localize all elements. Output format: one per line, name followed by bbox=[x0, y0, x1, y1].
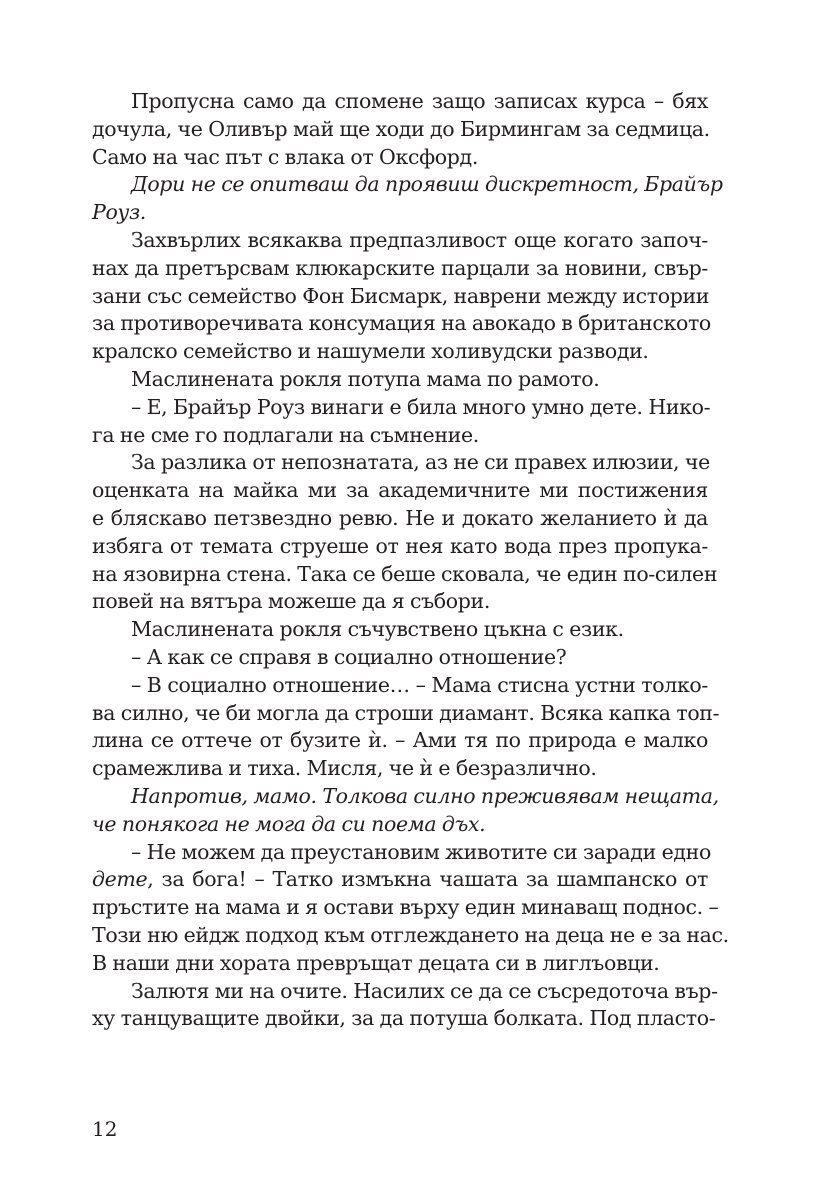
text-line: нах да претърсвам клюкарските парцали за новини, свър- bbox=[92, 255, 708, 280]
text-line: на язовирна стена. Така се беше сковала, че един по-силен bbox=[92, 561, 718, 586]
text-line: Само на час път с влака от Оксфорд. bbox=[92, 144, 478, 169]
dialogue-line: пръстите на мама и я остави върху един минаващ поднос. – bbox=[92, 895, 719, 920]
text-line: Захвърлих всякаква предпазливост още когато започ- bbox=[131, 227, 708, 252]
dialogue-line: В наши дни хората превръщат децата си в лиглъовци. bbox=[92, 950, 660, 975]
text-line: кралско семейство и нашумели холивудски разводи. bbox=[92, 339, 649, 364]
dialogue-line: – Не можем да преустановим животите си заради едно bbox=[131, 839, 711, 864]
italic-word: дете bbox=[92, 867, 148, 892]
dialogue-line: – В социално отношение… – Мама стисна устни толко- bbox=[131, 672, 708, 697]
dialogue-line-mixed bbox=[92, 866, 708, 894]
italic-thought-line: Дори не се опитваш да проявиш дискретност, Брайър bbox=[131, 172, 723, 197]
text-line: дочула, че Оливър май ще ходи до Бирмингам за седмица. bbox=[92, 116, 710, 141]
text-line: Залютя ми на очите. Насилих се да се съсредоточа вър- bbox=[131, 978, 718, 1003]
text-line: Маслинената рокля потупа мама по рамото. bbox=[131, 366, 600, 391]
text-line: Пропусна само да спомене защо записах курса – бях bbox=[131, 89, 708, 113]
dialogue-line: ва силно, че би могла да строши диамант. Всяка капка топ- bbox=[92, 700, 720, 725]
text-line: Маслинената рокля съчувствено цъкна с език. bbox=[131, 617, 624, 642]
dialogue-line-rest: , за бога! – Татко измъкна чашата за шампанско от bbox=[147, 867, 708, 892]
page-number: 12 bbox=[92, 1117, 118, 1141]
dialogue-line: – А как се справя в социално отношение? bbox=[131, 644, 567, 669]
dialogue-line: га не сме го подлагали на съмнение. bbox=[92, 422, 479, 447]
text-line: за противоречивата консумация на авокадо в британското bbox=[92, 311, 711, 336]
dialogue-line: срамежлива и тиха. Мисля, че ѝ е безразлично. bbox=[92, 756, 597, 781]
italic-thought-line: че понякога не мога да си поема дъх. bbox=[92, 811, 486, 836]
text-line: оценката на майка ми за академичните ми постижения bbox=[92, 478, 708, 503]
italic-thought-line: Напротив, мамо. Толкова силно преживявам нещата, bbox=[131, 783, 719, 808]
italic-thought-line: Роуз. bbox=[92, 200, 146, 225]
text-line: повей на вятъра можеше да я събори. bbox=[92, 589, 491, 614]
text-line: зани със семейство Фон Бисмарк, наврени между истории bbox=[92, 283, 710, 308]
text-line: ху танцуващите двойки, за да потуша болката. Под пласто- bbox=[92, 1006, 716, 1031]
text-line: избяга от темата струеше от нея като вода през пропука- bbox=[92, 533, 708, 558]
text-line: За разлика от непознатата, аз не си правех илюзии, че bbox=[131, 450, 710, 475]
text-line: е бляскаво петзвездно ревю. Не и докато желанието ѝ да bbox=[92, 505, 708, 530]
book-page-text bbox=[92, 88, 729, 1033]
dialogue-line: Този ню ейдж подход към отглеждането на деца не е за нас. bbox=[92, 922, 729, 947]
dialogue-line: – Е, Брайър Роуз винаги е била много умно дете. Нико- bbox=[131, 394, 711, 419]
dialogue-line: лина се оттече от бузите ѝ. – Ами тя по природа е малко bbox=[92, 728, 708, 753]
